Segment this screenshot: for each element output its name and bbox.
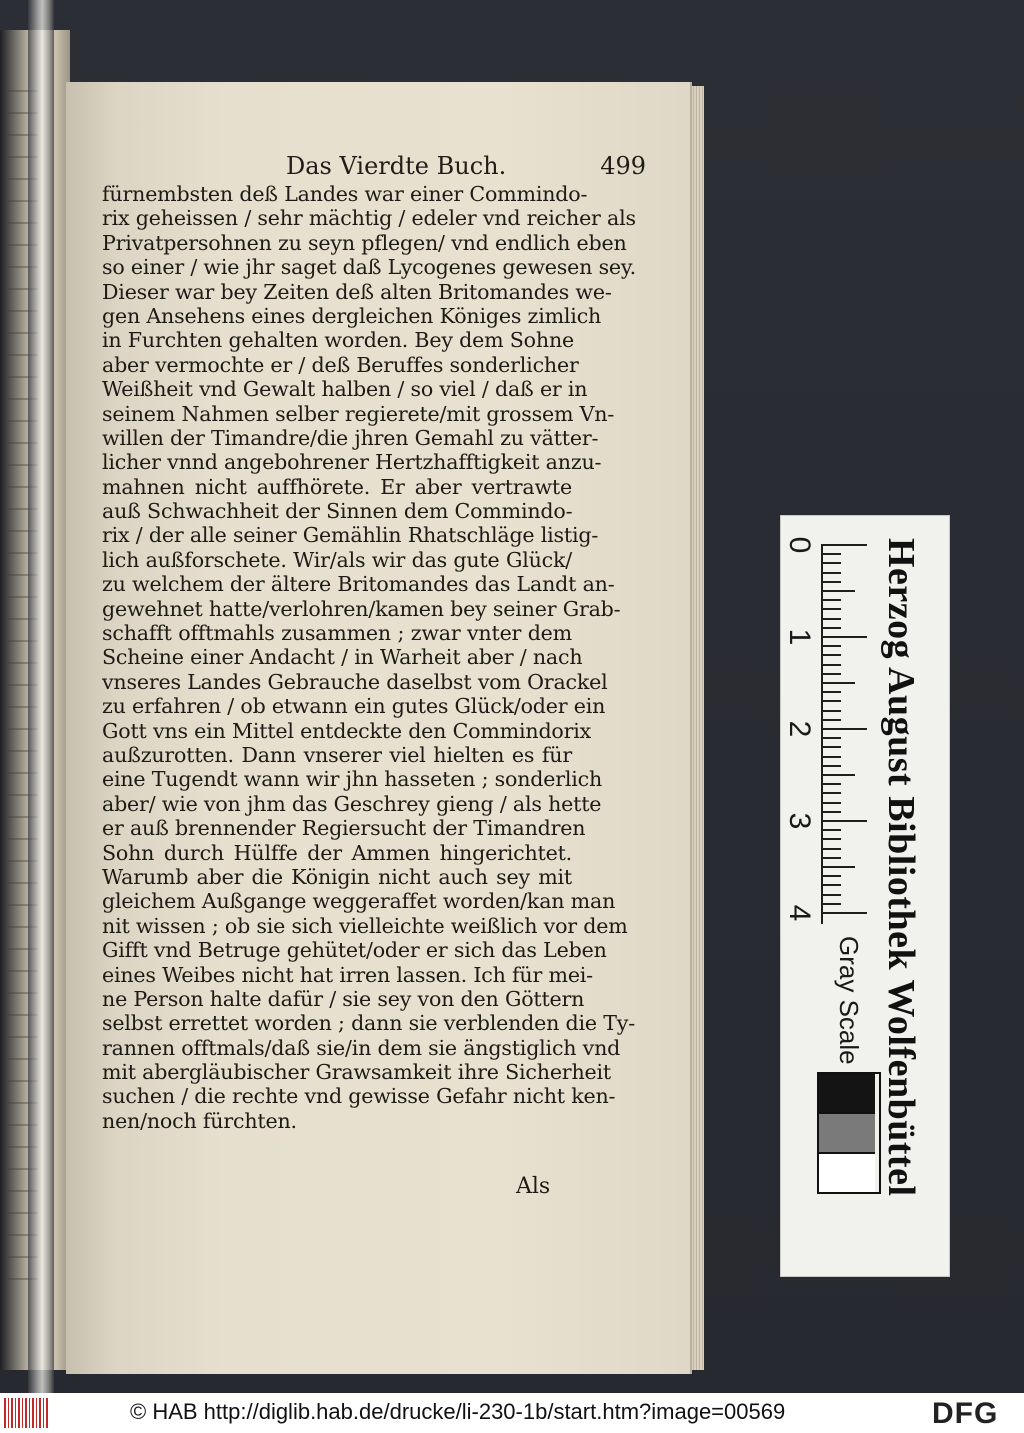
ruler-tick (821, 581, 841, 583)
ruler-tick (821, 719, 841, 721)
text-line: seinem Nahmen selber regierete/mit grossem Vn- (102, 401, 615, 426)
ruler-tick (821, 618, 841, 620)
ruler-tick (821, 802, 841, 804)
ruler-tick (821, 875, 841, 877)
ruler-tick (821, 792, 841, 794)
ruler-number: 1 (783, 628, 816, 646)
text-line: rannen offtmals/daß sie/in dem sie ängstiglich vnd (102, 1035, 621, 1060)
ruler-tick (821, 691, 841, 693)
ruler-ticks (821, 544, 867, 924)
ruler-tick (821, 811, 841, 813)
ruler-tick (821, 553, 841, 555)
ruler-tick (821, 829, 841, 831)
ruler-tick (821, 664, 841, 666)
ruler-tick (821, 746, 841, 748)
ruler-tick (821, 912, 867, 914)
ruler-number: 4 (783, 904, 816, 922)
text-line: in Furchten gehalten worden. Bey dem Sohne (102, 328, 574, 353)
ruler-title (879, 538, 939, 1258)
text-line: lich außforschete. Wir/als wir das gute Glück/ (102, 547, 572, 572)
text-line: fürnembsten deß Landes war einer Commindo- (102, 182, 588, 206)
ruler-tick (821, 756, 841, 758)
text-line: Gott vns ein Mittel entdeckte den Commindorix (102, 718, 592, 743)
text-line: so einer / wie jhr saget daß Lycogenes gewesen sey. (102, 255, 636, 280)
text-line: aber/ wie von jhm das Geschrey gieng / als hette (102, 791, 602, 816)
text-line: mahnen nicht auffhörete. Er aber vertrawte (102, 474, 572, 499)
ruler-tick (821, 636, 867, 638)
ruler-tick (821, 682, 855, 684)
credit-link[interactable]: © HAB http://diglib.hab.de/drucke/li-230-1b/start.htm?image=00569 (130, 1399, 786, 1424)
gray-swatch (819, 1114, 875, 1154)
ruler-tick (821, 654, 841, 656)
text-line: Weißheit vnd Gewalt halben / so viel / daß er in (102, 377, 588, 402)
text-line: Warumb aber die Königin nicht auch sey mit (102, 864, 572, 889)
catchword: Als (516, 1174, 551, 1199)
page-number: 499 (600, 152, 646, 180)
ruler-tick (821, 894, 841, 896)
text-line: außzurotten. Dann vnserer viel hielten es für (102, 742, 572, 767)
ruler-tick (821, 608, 841, 610)
grayscale-label: Gray Scale (834, 936, 864, 1065)
ruler-tick (821, 838, 841, 840)
text-line: ne Person halte dafür / sie sey von den Göttern (102, 986, 585, 1011)
ruler-tick (821, 572, 841, 574)
ruler-tick (821, 599, 841, 601)
text-line: gen Ansehens eines dergleichen Königes zimlich (102, 303, 602, 328)
text-line: auß Schwachheit der Sinnen dem Commindo- (102, 499, 573, 524)
ruler-tick (821, 562, 841, 564)
text-line: rix / der alle seiner Gemählin Rhatschläge listig- (102, 523, 599, 548)
text-line: mit abergläubischer Grawsamkeit ihre Sicherheit (102, 1060, 611, 1085)
text-line: nen/noch fürchten. (102, 1108, 297, 1133)
ruler-number: 2 (783, 720, 816, 738)
gray-swatch (819, 1074, 875, 1114)
ruler-tick (821, 710, 841, 712)
text-line: eines Weibes nicht hat irren lassen. Ich für mei- (102, 962, 593, 987)
text-line: suchen / die rechte vnd gewisse Gefahr nicht ken- (102, 1084, 616, 1109)
book-page (66, 82, 690, 1374)
text-line: aber vermochte er / deß Beruffes sonderlicher (102, 352, 579, 377)
ruler-tick (821, 765, 841, 767)
dfg-logo: DFG (932, 1397, 999, 1430)
ruler-tick (821, 884, 841, 886)
page-stack-edge (688, 86, 704, 1370)
book-cradle-strip (28, 0, 54, 1393)
text-line: vnseres Landes Gebrauche daselbst vom Orackel (102, 669, 608, 694)
text-line: Scheine einer Andacht / in Warheit aber / nach (102, 645, 583, 670)
ruler-tick (821, 544, 867, 546)
ruler-tick (821, 857, 841, 859)
body-text (102, 182, 636, 1133)
text-line: zu erfahren / ob etwann ein gutes Glück/oder ein (102, 694, 606, 719)
footer-bar (0, 1393, 1024, 1433)
ruler-tick (821, 728, 867, 730)
text-line: Privatpersohnen zu seyn pflegen/ vnd endlich eben (102, 230, 627, 255)
ruler-tick (821, 866, 855, 868)
text-line: zu welchem der ältere Britomandes das Landt an- (102, 572, 615, 597)
ruler-tick (821, 590, 855, 592)
text-line: nit wissen ; ob sie sich vielleichte weißlich vor dem (102, 913, 628, 938)
text-line: gleichem Außgange weggeraffet worden/kan man (102, 889, 616, 914)
text-line: Sohn durch Hülffe der Ammen hingerichtet. (102, 840, 572, 865)
text-line: eine Tugendt wann wir jhn hasseten ; sonderlich (102, 767, 603, 792)
grayscale-swatches (817, 1072, 881, 1194)
ruler-tick (821, 848, 841, 850)
text-line: gewehnet hatte/verlohren/kamen bey seiner Grab- (102, 596, 621, 621)
ruler-tick (821, 903, 841, 905)
ruler-tick (821, 673, 841, 675)
text-line: schafft offtmahls zusammen ; zwar vnter dem (102, 621, 572, 646)
running-head: Das Vierdte Buch. (286, 152, 507, 180)
ruler-tick (821, 783, 841, 785)
text-line: rix geheissen / sehr mächtig / edeler vnd reicher als (102, 206, 636, 231)
ruler-tick (821, 774, 855, 776)
text-line: er auß brennender Regiersucht der Timandren (102, 816, 586, 841)
ruler-number: 0 (783, 536, 816, 554)
ruler-tick (821, 627, 841, 629)
ruler-tick (821, 700, 841, 702)
ruler-tick (821, 820, 867, 822)
barcode-logo-icon (4, 1398, 48, 1428)
ruler-tick (821, 737, 841, 739)
text-line: selbst errettet worden ; dann sie verblenden die Ty- (102, 1011, 635, 1036)
text-line: willen der Timandre/die jhren Gemahl zu vätter- (102, 425, 599, 450)
ruler-number: 3 (783, 812, 816, 830)
ruler-title-text: Herzog August Bibliothek Wolfenbüttel (880, 538, 922, 1197)
text-line: Dieser war bey Zeiten deß alten Britomandes we- (102, 279, 612, 304)
gray-swatch (819, 1154, 875, 1192)
text-line: licher vnnd angebohrener Hertzhafftigkeit anzu- (102, 450, 602, 475)
ruler-tick (821, 645, 841, 647)
color-scale-ruler (780, 515, 950, 1277)
text-line: Gifft vnd Betruge gehütet/oder er sich das Leben (102, 938, 607, 963)
